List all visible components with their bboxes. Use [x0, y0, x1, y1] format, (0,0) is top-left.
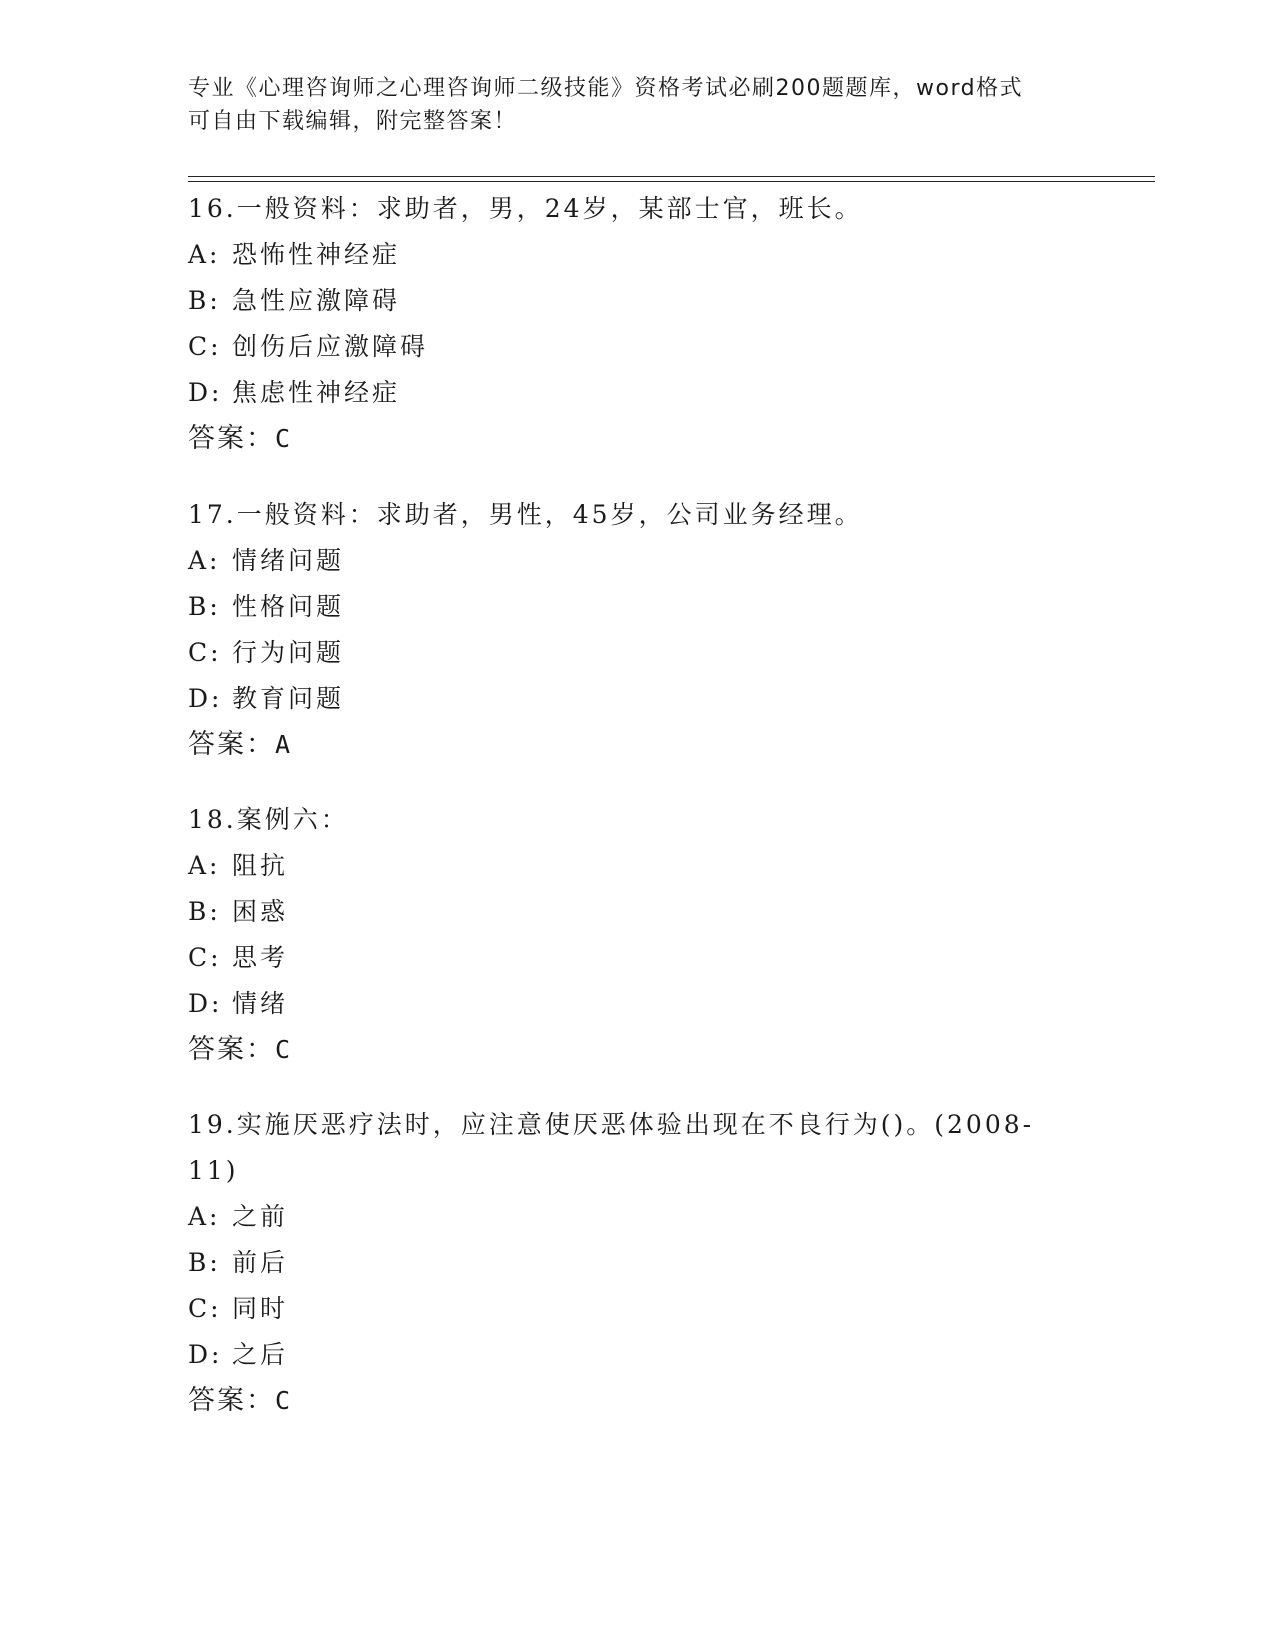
question-18	[188, 797, 1088, 1073]
option-letter: D:	[188, 1340, 223, 1369]
option-letter: B:	[188, 286, 221, 315]
question-16	[188, 186, 1088, 462]
answer-label: 答案：	[188, 1385, 275, 1416]
option-c	[188, 630, 1088, 676]
document-header	[188, 72, 1068, 138]
question-stem: 16.一般资料：求助者，男，24岁，某部士官，班长。	[188, 194, 863, 223]
answer-value: C	[275, 424, 293, 453]
option-c	[188, 935, 1088, 981]
option-letter: A:	[188, 851, 221, 880]
option-d	[188, 1332, 1088, 1378]
answer-line	[188, 1027, 1088, 1073]
question-stem: 18.案例六：	[188, 805, 349, 834]
option-letter: B:	[188, 1248, 221, 1277]
option-text: 之后	[232, 1340, 289, 1369]
option-a	[188, 1194, 1088, 1240]
header-line-1: 专业《心理咨询师之心理咨询师二级技能》资格考试必刷200题题库，word格式	[188, 76, 1024, 101]
option-letter: D:	[188, 684, 223, 713]
option-letter: D:	[188, 989, 223, 1018]
question-stem: 17.一般资料：求助者，男性，45岁，公司业务经理。	[188, 500, 863, 529]
option-text: 性格问题	[232, 592, 345, 621]
option-letter: A:	[188, 240, 221, 269]
answer-value: A	[275, 730, 293, 759]
option-b	[188, 889, 1088, 935]
option-d	[188, 981, 1088, 1027]
option-letter: C:	[188, 1294, 222, 1323]
option-text: 困惑	[232, 897, 289, 926]
option-c	[188, 324, 1088, 370]
question-stem: 19.实施厌恶疗法时，应注意使厌恶体验出现在不良行为()。(2008-11)	[188, 1110, 1035, 1185]
question-17	[188, 492, 1088, 768]
option-d	[188, 676, 1088, 722]
option-text: 思考	[232, 943, 289, 972]
option-text: 前后	[232, 1248, 289, 1277]
option-c	[188, 1286, 1088, 1332]
option-letter: C:	[188, 943, 222, 972]
answer-line	[188, 416, 1088, 462]
option-a	[188, 538, 1088, 584]
option-letter: A:	[188, 546, 221, 575]
option-d	[188, 370, 1088, 416]
header-line-2: 可自由下载编辑，附完整答案！	[188, 109, 518, 134]
option-text: 之前	[232, 1202, 289, 1231]
question-19	[188, 1102, 1088, 1424]
option-text: 同时	[232, 1294, 289, 1323]
answer-value: C	[275, 1035, 293, 1064]
option-letter: B:	[188, 592, 221, 621]
answer-label: 答案：	[188, 423, 275, 454]
answer-line	[188, 722, 1088, 768]
option-letter: C:	[188, 332, 222, 361]
option-letter: D:	[188, 378, 223, 407]
option-text: 创伤后应激障碍	[232, 332, 429, 361]
option-b	[188, 584, 1088, 630]
option-text: 情绪问题	[232, 546, 345, 575]
option-letter: C:	[188, 638, 222, 667]
option-letter: A:	[188, 1202, 221, 1231]
answer-label: 答案：	[188, 729, 275, 760]
header-divider-bottom	[188, 181, 1155, 182]
option-text: 焦虑性神经症	[232, 378, 401, 407]
option-a	[188, 843, 1088, 889]
option-b	[188, 1240, 1088, 1286]
option-b	[188, 278, 1088, 324]
header-divider-top	[188, 176, 1155, 177]
answer-value: C	[275, 1386, 293, 1415]
option-text: 急性应激障碍	[232, 286, 401, 315]
option-text: 行为问题	[232, 638, 345, 667]
answer-label: 答案：	[188, 1034, 275, 1065]
option-text: 情绪	[232, 989, 289, 1018]
option-text: 恐怖性神经症	[232, 240, 401, 269]
answer-line	[188, 1378, 1088, 1424]
option-text: 教育问题	[232, 684, 345, 713]
option-a	[188, 232, 1088, 278]
option-text: 阻抗	[232, 851, 289, 880]
option-letter: B:	[188, 897, 221, 926]
